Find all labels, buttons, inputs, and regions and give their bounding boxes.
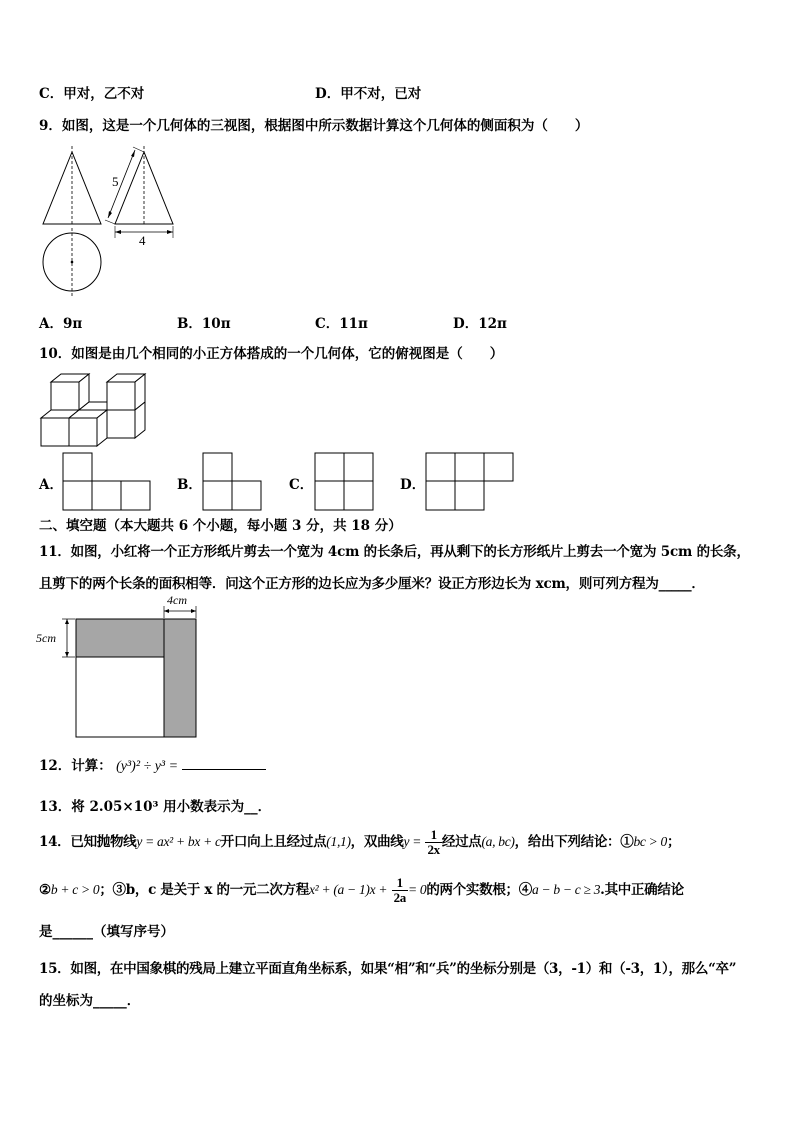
q14-conclusion4: a − b − c ≥ 3 <box>531 882 601 897</box>
q9-three-view-figure <box>38 142 178 297</box>
q11-line1: 11．如图，小红将一个正方形纸片剪去一个宽为 4cm 的长条后，再从剩下的长方形纸片上剪去一个宽为 5cm 的长条， <box>39 544 750 560</box>
strip-5cm <box>76 619 164 657</box>
q10-stem: 10．如图是由几个相同的小正方体搭成的一个几何体，它的俯视图是（ ） <box>39 346 504 362</box>
q14-point2: (a, bc) <box>481 834 515 849</box>
q9-option-c: C．11π <box>315 316 368 332</box>
base-label: 4 <box>139 233 146 248</box>
q8-option-d: D．甲不对，已对 <box>315 86 422 102</box>
section-heading-fill-in: 二、填空题（本大题共 6 个小题，每小题 3 分，共 18 分） <box>39 518 402 534</box>
q14-line1: 14．已知抛物线y = ax² + bx + c开口向上且经过点(1,1)，双曲线y = $\frac{1}{2x}$ 经过点(a, bc)，给出下列结论：①bc > 0； <box>39 827 681 857</box>
q11-square-figure <box>36 592 201 742</box>
q9-option-b: B．10π <box>177 316 231 332</box>
q12-expression: (y³)² ÷ y³ = <box>116 759 179 774</box>
q9-option-a: A．9π <box>39 316 83 332</box>
slant-label: 5 <box>112 174 119 189</box>
q10-option-c-label: C． <box>289 477 314 493</box>
q12-row <box>39 754 266 775</box>
q12-answer-blank[interactable] <box>182 755 266 770</box>
q15-line2: 的坐标为_____． <box>39 993 141 1009</box>
q10-option-b-label: B． <box>177 477 202 493</box>
q14-point1: (1,1) <box>326 834 351 849</box>
q10-option-d-grid <box>425 452 517 512</box>
q12-prefix: 12．计算： <box>39 758 112 774</box>
q14-hyperbola-fraction: $\frac{1}{2x}$ <box>427 827 440 857</box>
label-5cm: 5cm <box>36 631 56 645</box>
q10-option-b-grid <box>202 452 264 512</box>
label-4cm: 4cm <box>167 593 187 607</box>
q9-option-d: D．12π <box>453 316 507 332</box>
q15-line1: 15．如图，在中国象棋的残局上建立平面直角坐标系，如果“相”和“兵”的坐标分别是（3，-1）和（-3，1），那么“卒” <box>39 961 737 977</box>
q11-line2: 且剪下的两个长条的面积相等．问这个正方形的边长应为多少厘米？设正方形边长为 xcm，则可列方程为_____． <box>39 576 705 592</box>
q9-stem: 9．如图，这是一个几何体的三视图，根据图中所示数据计算这个几何体的侧面积为（ ） <box>39 118 589 134</box>
q14-parabola: y = ax² + bx + c <box>136 834 221 849</box>
q10-option-c-grid <box>314 452 376 512</box>
q14-line3: 是______（填写序号） <box>39 924 174 940</box>
q10-option-a-label: A． <box>39 477 63 493</box>
q14-conclusion1: bc > 0 <box>633 834 667 849</box>
q14-line2: ②b + c > 0；③b，c 是关于 x 的一元二次方程x² + (a − 1)x + $\frac{1}{2a}$ = 0的两个实数根；④a − b − c ≥ 3.其中正确结论 <box>39 875 684 905</box>
q10-option-a-grid <box>62 452 152 512</box>
strip-4cm <box>164 619 196 737</box>
q13-text: 13．将 2.05×10³ 用小数表示为__． <box>39 799 272 815</box>
q14-equation-fraction: $\frac{1}{2a}$ <box>393 875 406 905</box>
q10-cube-stack-figure <box>39 370 151 448</box>
q10-option-d-label: D． <box>400 477 426 493</box>
q14-conclusion2: b + c > 0 <box>50 882 100 897</box>
q8-option-c: C．甲对，乙不对 <box>39 86 145 102</box>
